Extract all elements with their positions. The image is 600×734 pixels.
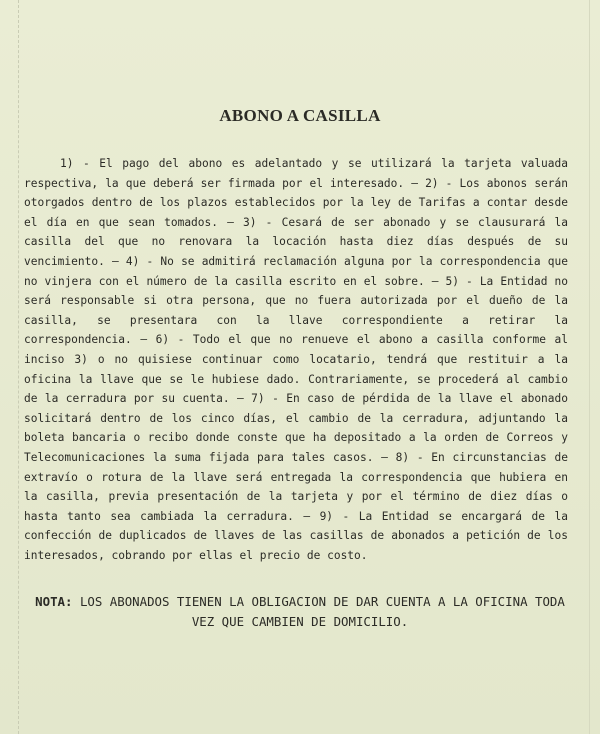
nota-text: LOS ABONADOS TIENEN LA OBLIGACION DE DAR CUENTA A LA OFICINA TODA VEZ QUE CAMBIEN DE DOMICILIO.: [79, 594, 565, 629]
nota-label: NOTA:: [35, 594, 73, 609]
nota-paragraph: [30, 592, 570, 632]
document-title: ABONO A CASILLA: [219, 106, 381, 125]
body-paragraph: 1) - El pago del abono es adelantado y se utilizará la tarjeta valuada respectiva, la que deberá ser firmada por el interesado. — 2) - Los abonos serán otorgados dentro de los plazos establecidos por la ley de Tarifas a contar desde el día en que sean tomados. — 3) - Cesará de ser abonado y se clausurará la casilla del que no renovara la locación hasta diez días después de su vencimiento. — 4) - No se admitirá reclamación alguna por la correspondencia que no vinjera con el número de la casilla escrito en el sobre. — 5) - La Entidad no será responsable si otra persona, que no fuera autorizada por el dueño de la casilla, se presentara con la llave correspondiente a retirar la correspondencia. — 6) - Todo el que no renueve el abono a casilla conforme al inciso 3) o no quisiese continuar como locatario, tendrá que restituir a la oficina la llave que se le hubiese dado. Contrariamente, se procederá al cambio de la cerradura por su cuenta. — 7) - En caso de pérdida de la llave el abonado solicitará dentro de los cinco días, el cambio de la cerradura, adjuntando la boleta bancaria o recibo donde conste que ha depositado a la orden de Correos y Telecomunicaciones la suma fijada para tales casos. — 8) - En circunstancias de extravío o rotura de la llave será entregada la correspondencia que hubiera en la casilla, previa presentación de la tarjeta y por el término de diez días o hasta tanto sea cambiada la cerradura. — 9) - La Entidad se encargará de la confección de duplicados de llaves de las casillas de abonados a petición de los interesados, cobrando por ellas el precio de costo.: [24, 157, 568, 562]
